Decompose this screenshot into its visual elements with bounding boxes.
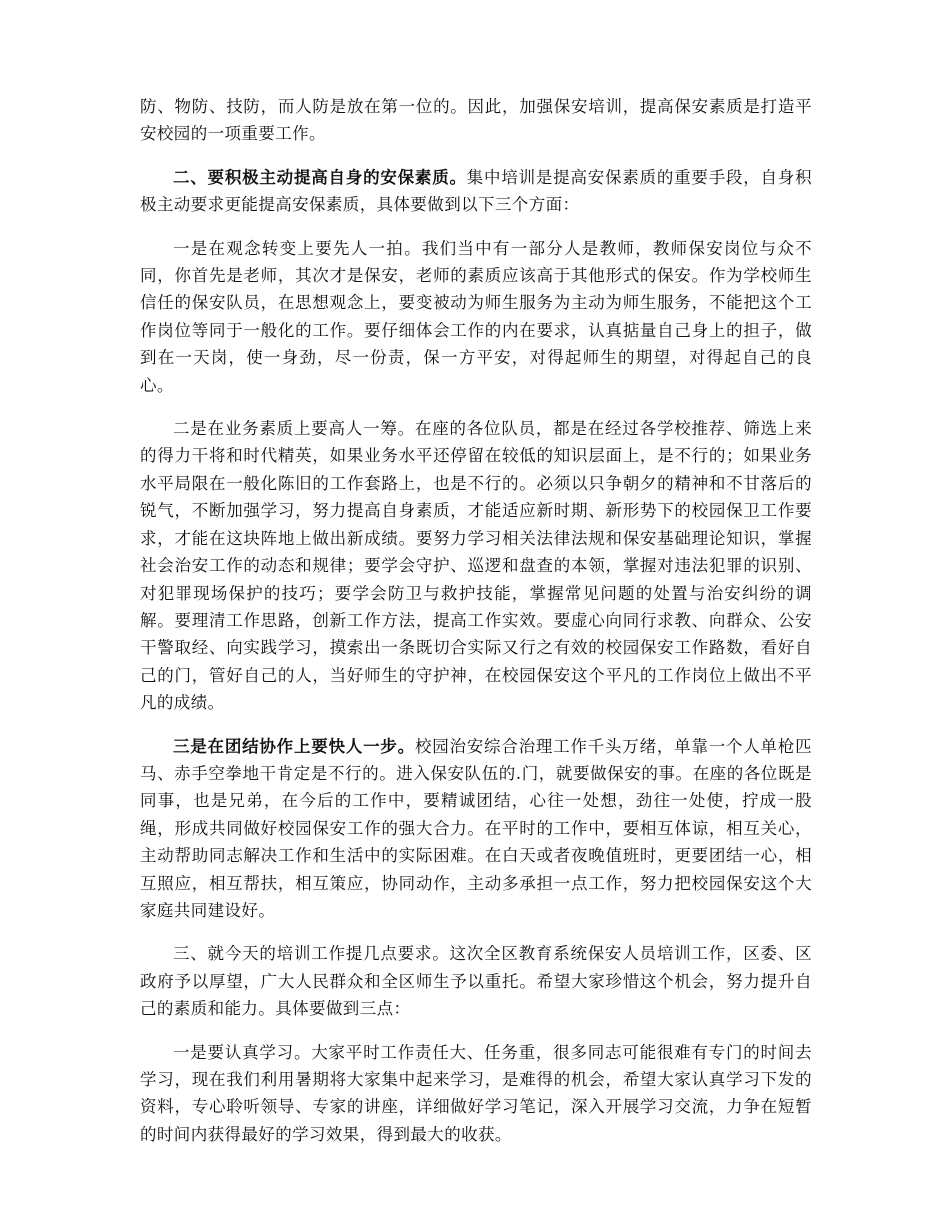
paragraph-5	[140, 733, 812, 925]
paragraph-2-text: 集中培训是提高安保素质的重要手段，自身积极主动要求更能提高安保素质，具体要做到以下三个方面：	[140, 167, 812, 215]
document-page	[140, 93, 812, 1164]
paragraph-4-text: 二是在业务素质上要高人一筹。在座的各位队员，都是在经过各学校推荐、筛选上来的得力干将和时代精英，如果业务水平还停留在较低的知识层面上，是不行的；如果业务水平局限在一般化陈旧的工作套路上，也是不行的。必须以只争朝夕的精神和不甘落后的锐气，不断加强学习，努力提高自身素质，才能适应新时期、新形势下的校园保卫工作要求，才能在这块阵地上做出新成绩。要努力学习相关法律法规和保安基础理论知识，掌握社会治安工作的动态和规律；要学会守护、巡逻和盘查的本领，掌握对违法犯罪的识别、对犯罪现场保护的技巧；要学会防卫与救护技能，掌握常见问题的处置与治安纠纷的调解。要理清工作思路，创新工作方法，提高工作实效。要虚心向同行求教、向群众、公安干警取经、向实践学习，摸索出一条既切合实际又行之有效的校园保安工作路数，看好自己的门，管好自己的人，当好师生的守护神，在校园保安这个平凡的工作岗位上做出不平凡的成绩。	[140, 419, 812, 713]
paragraph-2	[140, 164, 812, 219]
paragraph-3-text: 一是在观念转变上要先人一拍。我们当中有一部分人是教师，教师保安岗位与众不同，你首先是老师，其次才是保安，老师的素质应该高于其他形式的保安。作为学校师生信任的保安队员，在思想观念上，要变被动为师生服务为主动为师生服务，不能把这个工作岗位等同于一般化的工作。要仔细体会工作的内在要求，认真掂量自己身上的担子，做到在一天岗，使一身劲，尽一份责，保一方平安，对得起师生的期望，对得起自己的良心。	[140, 238, 812, 395]
paragraph-3	[140, 235, 812, 399]
paragraph-7	[140, 1039, 812, 1149]
paragraph-6-text: 三、就今天的培训工作提几点要求。这次全区教育系统保安人员培训工作，区委、区政府予以厚望，广大人民群众和全区师生予以重托。希望大家珍惜这个机会，努力提升自己的素质和能力。具体要做到三点：	[140, 944, 812, 1019]
paragraph-1	[140, 93, 812, 148]
paragraph-7-text: 一是要认真学习。大家平时工作责任大、任务重，很多同志可能很难有专门的时间去学习，现在我们利用暑期将大家集中起来学习，是难得的机会，希望大家认真学习下发的资料，专心聆听领导、专家的讲座，详细做好学习笔记，深入开展学习交流，力争在短暂的时间内获得最好的学习效果，得到最大的收获。	[140, 1042, 812, 1144]
paragraph-1-text: 防、物防、技防，而人防是放在第一位的。因此，加强保安培训，提高保安素质是打造平安校园的一项重要工作。	[140, 97, 812, 144]
paragraph-2-heading: 二、要积极主动提高自身的安保素质。	[173, 167, 467, 187]
paragraph-5-text: 校园治安综合治理工作千头万绪，单靠一个人单枪匹马、赤手空拳地干肯定是不行的。进入保安队伍的.门，就要做保安的事。在座的各位既是同事，也是兄弟，在今后的工作中，要精诚团结，心往一处想，劲往一处使，拧成一股绳，形成共同做好校园保安工作的强大合力。在平时的工作中，要相互体谅，相互关心，主动帮助同志解决工作和生活中的实际困难。在白天或者夜晚值班时，更要团结一心，相互照应，相互帮扶，相互策应，协同动作，主动多承担一点工作，努力把校园保安这个大家庭共同建设好。	[140, 736, 813, 920]
paragraph-6	[140, 940, 812, 1022]
paragraph-5-heading: 三是在团结协作上要快人一步。	[173, 736, 415, 756]
paragraph-4	[140, 415, 812, 716]
